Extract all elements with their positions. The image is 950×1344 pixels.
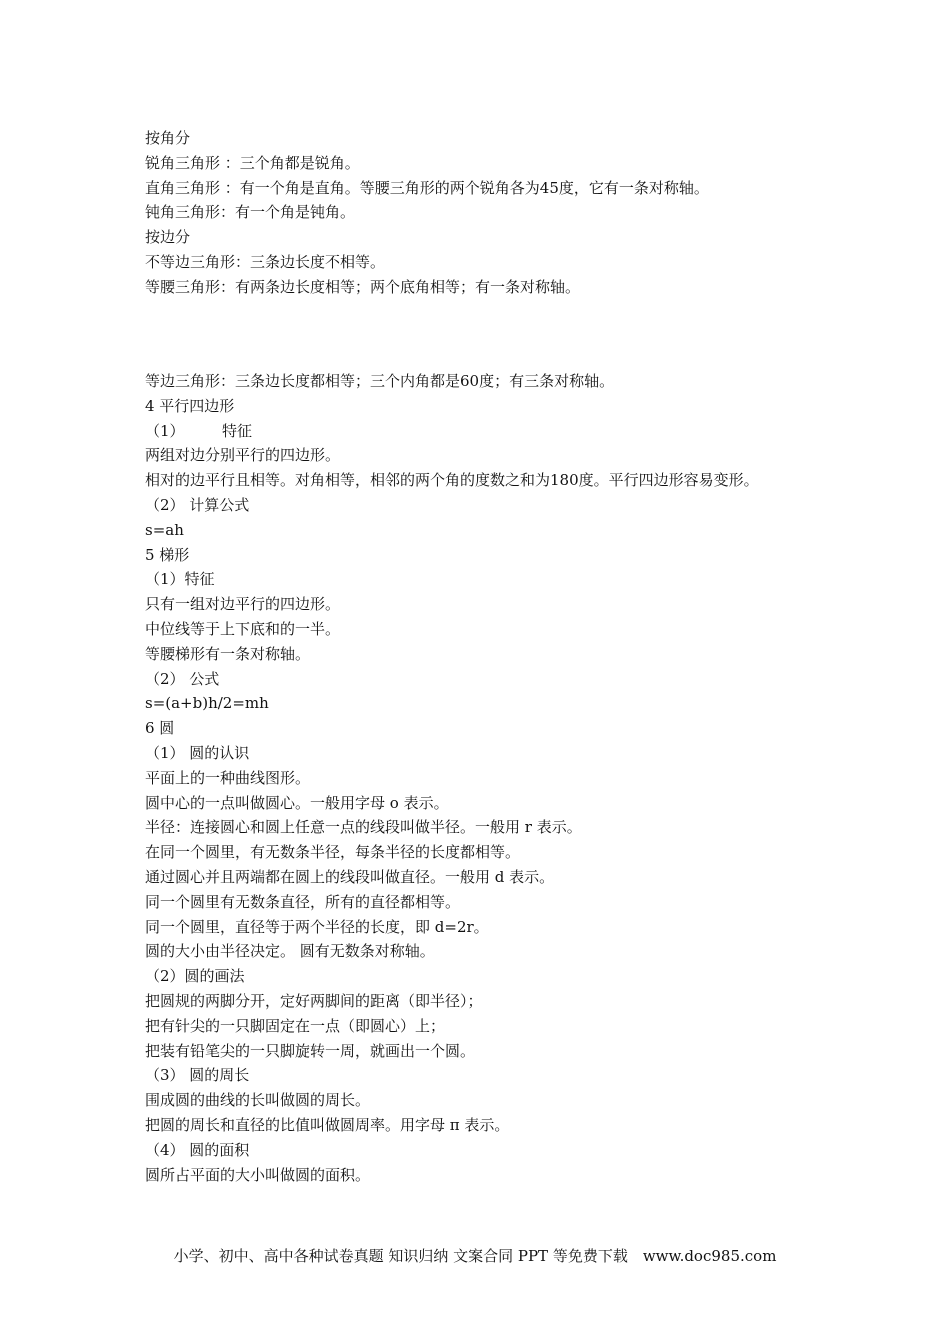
circle-knowledge-3: 半径：连接圆心和圆上任意一点的线段叫做半径。一般用 r 表示。 — [145, 818, 582, 837]
circle-drawing-1: 把圆规的两脚分开，定好两脚间的距离（即半径）； — [145, 991, 483, 1010]
parallelogram-feature-1: 两组对边分别平行的四边形。 — [145, 446, 341, 465]
by-side-heading: 按边分 — [145, 228, 191, 247]
parallelogram-formula: s=ah — [145, 520, 184, 539]
circle-knowledge-7: 同一个圆里，直径等于两个半径的长度，即 d=2r。 — [145, 917, 489, 936]
page-footer: 小学、初中、高中各种试卷真题 知识归纳 文案合同 PPT 等免费下载 www.doc985.com — [173, 1247, 777, 1265]
trapezoid-feature-3: 等腰梯形有一条对称轴。 — [145, 644, 311, 663]
trapezoid-feature-2: 中位线等于上下底和的一半。 — [145, 619, 341, 638]
circle-drawing-3: 把装有铅笔尖的一只脚旋转一周，就画出一个圆。 — [145, 1041, 476, 1060]
circle-knowledge-2: 圆中心的一点叫做圆心。一般用字母 o 表示。 — [145, 793, 449, 812]
parallelogram-formula-heading: （2） 计算公式 — [145, 495, 250, 514]
trapezoid-title: 5 梯形 — [145, 545, 190, 564]
parallelogram-feature-2: 相对的边平行且相等。对角相等，相邻的两个角的度数之和为180度。平行四边形容易变形。 — [145, 471, 759, 490]
trapezoid-feature-1: 只有一组对边平行的四边形。 — [145, 595, 341, 614]
main-content-section — [145, 369, 810, 1187]
trapezoid-formula-heading: （2） 公式 — [145, 669, 220, 688]
circle-drawing-heading: （2）圆的画法 — [145, 967, 245, 986]
circle-area-heading: （4） 圆的面积 — [145, 1140, 250, 1159]
circle-perimeter-2: 把圆的周长和直径的比值叫做圆周率。用字母 π 表示。 — [145, 1115, 510, 1134]
circle-knowledge-4: 在同一个圆里，有无数条半径，每条半径的长度都相等。 — [145, 843, 521, 862]
trapezoid-feature-heading: （1）特征 — [145, 570, 215, 589]
circle-knowledge-8: 圆的大小由半径决定。 圆有无数条对称轴。 — [145, 942, 435, 961]
trapezoid-formula: s=(a+b)h/2=mh — [145, 694, 269, 713]
circle-title: 6 圆 — [145, 719, 175, 738]
scalene-triangle-text: 不等边三角形：三条边长度不相等。 — [145, 252, 386, 271]
equilateral-triangle-text: 等边三角形：三条边长度都相等；三个内角都是60度；有三条对称轴。 — [145, 372, 615, 390]
circle-perimeter-heading: （3） 圆的周长 — [145, 1066, 250, 1085]
parallelogram-feature-heading: （1） 特征 — [145, 421, 253, 440]
circle-perimeter-1: 围成圆的曲线的长叫做圆的周长。 — [145, 1091, 371, 1110]
circle-knowledge-heading: （1） 圆的认识 — [145, 743, 250, 762]
isosceles-triangle-text: 等腰三角形：有两条边长度相等；两个底角相等；有一条对称轴。 — [145, 277, 581, 296]
parallelogram-title: 4 平行四边形 — [145, 396, 235, 415]
circle-drawing-2: 把有针尖的一只脚固定在一点（即圆心）上； — [145, 1016, 446, 1035]
triangle-classification-section — [145, 126, 810, 300]
circle-area-1: 圆所占平面的大小叫做圆的面积。 — [145, 1165, 371, 1184]
right-triangle-text: 直角三角形 ：有一个角是直角。等腰三角形的两个锐角各为45度，它有一条对称轴。 — [145, 178, 709, 197]
by-angle-heading: 按角分 — [145, 129, 191, 147]
circle-knowledge-6: 同一个圆里有无数条直径，所有的直径都相等。 — [145, 892, 461, 911]
obtuse-triangle-text: 钝角三角形：有一个角是钝角。 — [145, 203, 356, 222]
circle-knowledge-5: 通过圆心并且两端都在圆上的线段叫做直径。一般用 d 表示。 — [145, 867, 555, 886]
circle-knowledge-1: 平面上的一种曲线图形。 — [145, 768, 311, 787]
acute-triangle-text: 锐角三角形 ：三个角都是锐角。 — [145, 153, 360, 172]
